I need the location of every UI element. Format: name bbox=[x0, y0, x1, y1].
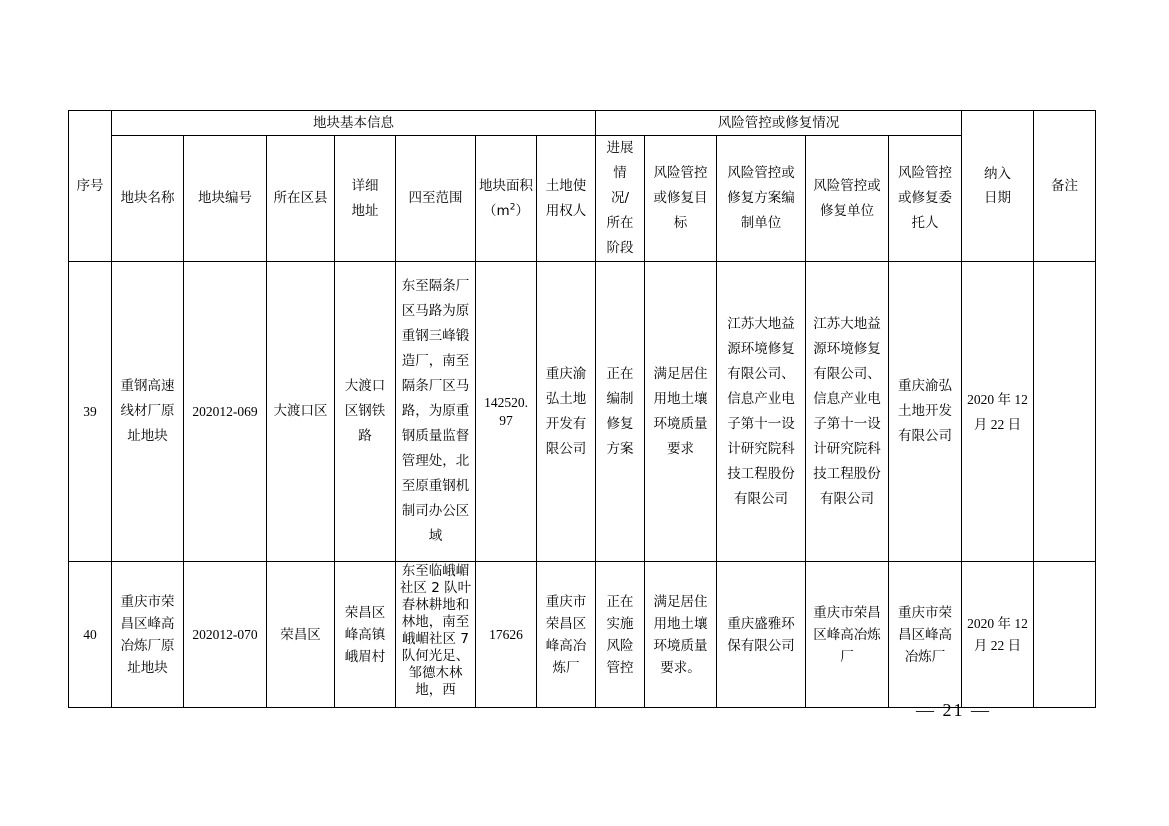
row-district: 荣昌区 bbox=[267, 562, 335, 708]
row-name-text: 重钢高速线材厂原址地块 bbox=[120, 378, 175, 444]
row-boundaries bbox=[396, 562, 476, 708]
header-basic-info: 地块基本信息 bbox=[112, 111, 596, 136]
row-date: 2020 年 12 月 22 日 bbox=[962, 562, 1034, 708]
row-owner bbox=[537, 562, 596, 708]
row-remarks bbox=[1034, 562, 1096, 708]
row-plan-unit-text: 江苏大地益源环境修复有限公司、信息产业电子第十一设计研究院科技工程股份有限公司 bbox=[727, 315, 795, 507]
row-exec-unit bbox=[806, 262, 889, 562]
row-owner-text: 重庆市荣昌区峰高冶炼厂 bbox=[545, 593, 587, 676]
row-stage bbox=[596, 262, 645, 562]
header-area-close: ） bbox=[515, 202, 529, 219]
row-boundaries bbox=[396, 262, 476, 562]
row-stage bbox=[596, 562, 645, 708]
row-owner-text: 重庆渝弘土地开发有限公司 bbox=[545, 365, 587, 457]
header-plan-unit bbox=[717, 136, 806, 262]
row-seq: 40 bbox=[69, 562, 112, 708]
header-boundaries: 四至范围 bbox=[396, 136, 476, 262]
header-owner-text: 土地使用权人 bbox=[545, 177, 587, 219]
row-client bbox=[889, 262, 962, 562]
column-header-row bbox=[69, 136, 1096, 262]
row-stage-text: 正在编制修复方案 bbox=[606, 365, 634, 457]
row-boundaries-text: 东至隔条厂区马路为原重钢三峰锻造厂，南至隔条厂区马路，为原重钢质量监督管理处，北至原重钢机制司办公区域 bbox=[401, 278, 470, 544]
row-name bbox=[112, 562, 184, 708]
header-stage-text: 进展情况/所在阶段 bbox=[606, 140, 634, 256]
header-seq: 序号 bbox=[69, 111, 112, 262]
row-client-text: 重庆渝弘土地开发有限公司 bbox=[898, 378, 953, 444]
header-date-text: 纳入日期 bbox=[984, 166, 1012, 206]
row-district: 大渡口区 bbox=[267, 262, 335, 562]
row-area: 17626 bbox=[476, 562, 537, 708]
row-area bbox=[476, 262, 537, 562]
header-client-text: 风险管控或修复委托人 bbox=[898, 165, 953, 231]
header-date bbox=[962, 111, 1034, 262]
row-seq: 39 bbox=[69, 262, 112, 562]
header-district: 所在区县 bbox=[267, 136, 335, 262]
row-address-text: 大渡口区钢铁路 bbox=[344, 378, 386, 444]
header-address-text: 详细地址 bbox=[351, 177, 379, 219]
header-area-sup: 2 bbox=[509, 202, 516, 212]
header-name: 地块名称 bbox=[112, 136, 184, 262]
row-owner bbox=[537, 262, 596, 562]
land-parcel-table bbox=[68, 110, 1096, 708]
row-stage-text: 正在实施风险管控 bbox=[606, 593, 634, 676]
row-boundaries-text: 东至临峨嵋社区 2 队叶春林耕地和林地，南至峨嵋社区 7 队何光足、邹德木林地，西 bbox=[399, 563, 472, 698]
row-exec-unit-text: 江苏大地益源环境修复有限公司、信息产业电子第十一设计研究院科技工程股份有限公司 bbox=[813, 315, 881, 507]
header-target-text: 风险管控或修复目标 bbox=[653, 165, 708, 231]
row-name-text: 重庆市荣昌区峰高冶炼厂原址地块 bbox=[120, 593, 175, 676]
row-target bbox=[645, 262, 717, 562]
header-stage bbox=[596, 136, 645, 262]
row-plan-unit-text: 重庆盛雅环保有限公司 bbox=[727, 615, 795, 654]
header-remarks: 备注 bbox=[1034, 111, 1096, 262]
row-code: 202012-070 bbox=[184, 562, 267, 708]
row-target bbox=[645, 562, 717, 708]
row-target-text: 满足居住用地土壤环境质量要求。 bbox=[653, 593, 708, 676]
header-code: 地块编号 bbox=[184, 136, 267, 262]
row-client bbox=[889, 562, 962, 708]
row-address bbox=[335, 262, 396, 562]
header-area-text: 地块面积（m bbox=[479, 177, 533, 219]
table-row bbox=[69, 262, 1096, 562]
row-exec-unit bbox=[806, 562, 889, 708]
row-code: 202012-069 bbox=[184, 262, 267, 562]
header-exec-unit-text: 风险管控或修复单位 bbox=[813, 177, 881, 219]
row-address-text: 荣昌区峰高镇峨眉村 bbox=[344, 604, 386, 665]
row-plan-unit bbox=[717, 262, 806, 562]
row-plan-unit bbox=[717, 562, 806, 708]
group-header-row bbox=[69, 111, 1096, 136]
header-area bbox=[476, 136, 537, 262]
header-client bbox=[889, 136, 962, 262]
header-risk-control: 风险管控或修复情况 bbox=[596, 111, 962, 136]
row-date: 2020 年 12 月 22 日 bbox=[962, 262, 1034, 562]
row-exec-unit-text: 重庆市荣昌区峰高冶炼厂 bbox=[813, 604, 881, 665]
row-address bbox=[335, 562, 396, 708]
header-owner bbox=[537, 136, 596, 262]
header-exec-unit bbox=[806, 136, 889, 262]
table-row bbox=[69, 562, 1096, 708]
row-remarks bbox=[1034, 262, 1096, 562]
row-area-text: 142520.97 bbox=[484, 394, 528, 428]
row-client-text: 重庆市荣昌区峰高冶炼厂 bbox=[898, 604, 953, 665]
header-target bbox=[645, 136, 717, 262]
header-plan-unit-text: 风险管控或修复方案编制单位 bbox=[727, 165, 795, 231]
header-address bbox=[335, 136, 396, 262]
page-number: — 21 — bbox=[916, 700, 991, 720]
row-target-text: 满足居住用地土壤环境质量要求 bbox=[653, 365, 708, 457]
row-name bbox=[112, 262, 184, 562]
